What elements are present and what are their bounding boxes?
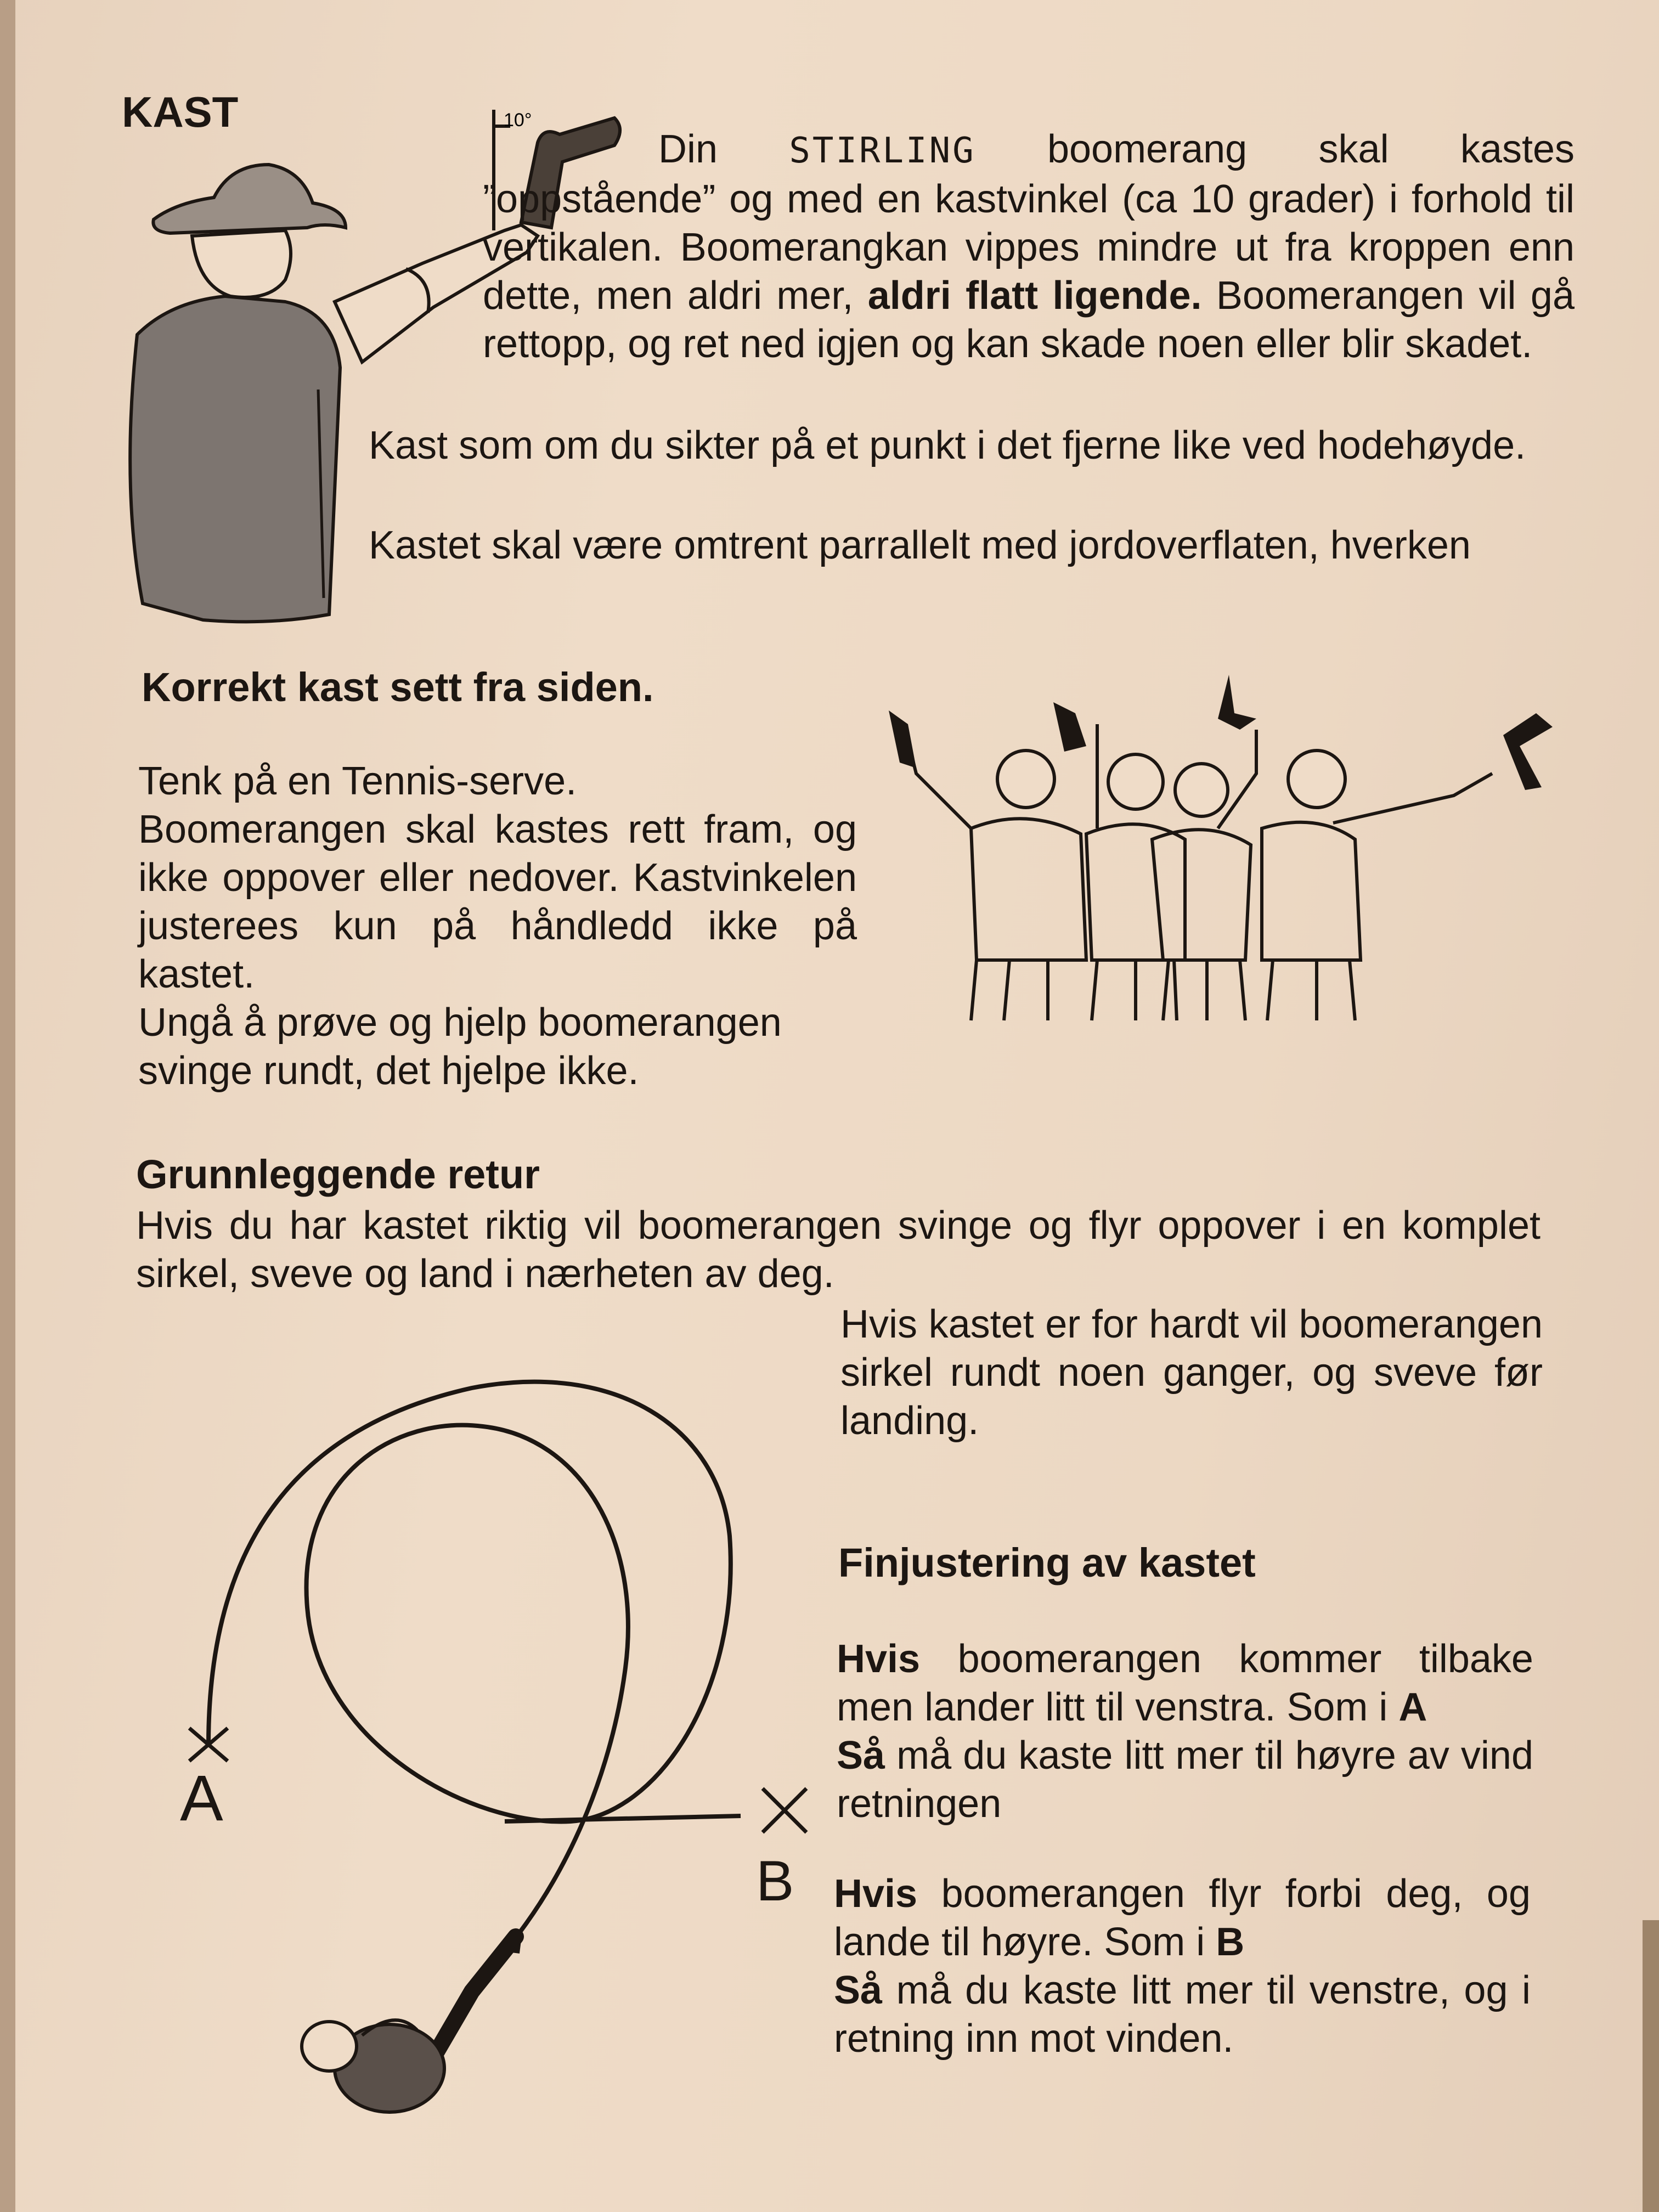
case-a-ref: A xyxy=(1398,1685,1427,1729)
case-a-hvis: Hvis xyxy=(837,1637,921,1681)
kast-p1-bold: aldri flatt ligende. xyxy=(867,274,1202,318)
flight-path-diagram xyxy=(165,1361,845,2129)
kast-paragraph-2: Kast som om du sikter på et punkt i det fjerne like ved hodehøyde. xyxy=(369,424,1526,467)
case-b-text2: må du kaste litt mer til venstre, og i retning inn mot vinden. xyxy=(834,1968,1531,2061)
case-b-ref: B xyxy=(1216,1920,1245,1964)
kast-paragraph-3: Kastet skal være omtrent parrallelt med jordoverflaten, hverken xyxy=(369,523,1471,567)
stirling-brand: STIRLING xyxy=(789,131,976,171)
case-b-text: boomerangen flyr forbi deg, og lande til høyre. Som i xyxy=(834,1872,1531,1964)
korrekt-paragraph-1: Tenk på en Tennis-serve. xyxy=(138,759,577,803)
finjustering-case-b xyxy=(834,1870,1531,2063)
kast-p1-text: boomerang skal kastes ”oppstående” og med en kastvinkel (ca 10 grader) i forhold til vertikalen. Boomerangkan vippes mindre ut fra kroppen enn dette, men aldri mer, xyxy=(483,127,1575,318)
angle-label: 10° xyxy=(504,110,532,131)
case-a-text2: må du kaste litt mer til høyre av vind retningen xyxy=(837,1734,1533,1826)
flight-path-line xyxy=(208,1382,731,1986)
kast-p1-text2: Boomerangen vil gå rettopp, og ret ned igjen og kan skade noen eller blir skadet. xyxy=(483,274,1575,366)
kast-p1-din: Din xyxy=(658,127,718,171)
label-a: A xyxy=(180,1762,223,1835)
section-title-retur: Grunnleggende retur xyxy=(136,1152,540,1197)
retur-paragraph-2: Hvis kastet er for hardt vil boomerangen sirkel rundt noen ganger, og sveve før landing. xyxy=(840,1302,1543,1443)
section-title-kast: KAST xyxy=(122,88,239,136)
kast-paragraph-1 xyxy=(483,125,1575,368)
throw-sequence-illustration xyxy=(878,664,1569,1037)
retur-paragraph-1: Hvis du har kastet riktig vil boomerangen svinge og flyr oppover i en komplet sirkel, sveve og land i nærheten av deg. xyxy=(136,1204,1541,1296)
label-b: B xyxy=(756,1849,794,1913)
case-b-sa: Så xyxy=(834,1968,883,2012)
finjustering-case-a xyxy=(837,1635,1533,1828)
page-shadow xyxy=(1643,1920,1659,2212)
marker-b-icon xyxy=(763,1788,806,1832)
korrekt-paragraph-2: Boomerangen skal kastes rett fram, og ikke oppover eller nedover. Kastvinkelen justerees kun på håndledd ikke på kastet. xyxy=(138,808,857,996)
case-a-text: boomerangen kommer tilbake men lander litt til venstra. Som i xyxy=(837,1637,1533,1729)
case-b-hvis: Hvis xyxy=(834,1872,918,1916)
case-a-sa: Så xyxy=(837,1734,885,1778)
page-edge xyxy=(0,0,15,2212)
section-title-korrekt: Korrekt kast sett fra siden. xyxy=(142,664,654,710)
korrekt-paragraph-3: Ungå å prøve og hjelp boomerangen svinge rundt, det hjelpe ikke. xyxy=(138,1001,782,1093)
section-title-finjustering: Finjustering av kastet xyxy=(838,1540,1256,1585)
